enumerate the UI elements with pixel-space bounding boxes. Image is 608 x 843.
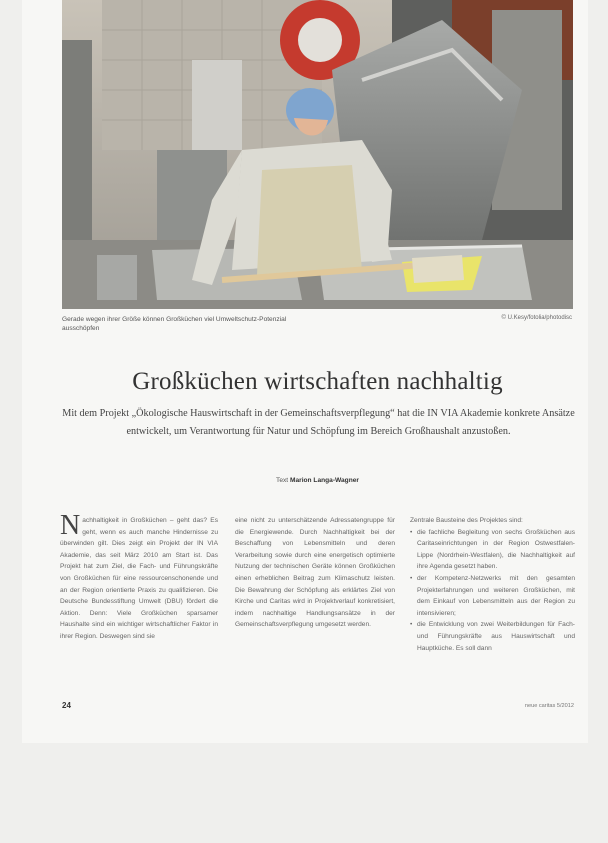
page-number: 24 (62, 701, 71, 710)
body-column-1 (60, 510, 218, 643)
list-intro: Zentrale Bausteine des Projektes sind: (410, 517, 523, 524)
article-title: Großküchen wirtschaften nachhaltig (132, 368, 503, 395)
kitchen-photo (62, 0, 573, 309)
article-lead: Mit dem Projekt „Ökologische Hauswirtschaft in der Gemeinschaftsverpflegung“ hat die IN VIA Akademie konkrete Ansätze entwickelt, um Verantwortung für Natur und Schöpfung im Bereich Großhaushalt anzustoßen. (62, 408, 575, 437)
body-column-2: eine nicht zu unterschätzende Adressatengruppe für die Energiewende. Durch Nachhaltigkeit bei der Beschaffung von Lebensmitteln und deren Verarbeitung sowie durch eine energetisch optimierte Nutzung der technischen Geräte können Großküchen einen erheblichen Beitrag zum Klimaschutz leisten. Die Bewahrung der Schöpfung als erklärtes Ziel von Kirche und Caritas wird in Projektverlauf konkretisiert, indem nachhaltige Handlungsansätze in der Gemeinschaftsverpflegung umgesetzt werden. (235, 517, 395, 629)
kitchen-photo-illustration (62, 0, 573, 309)
list-item: • der Kompetenz-Netzwerks mit den gesamten Projekterfahrungen und weiteren Großküchen, mit dem Einkauf von Lebensmitteln aus der Region zu intensivieren; (410, 573, 575, 619)
drop-cap: N (60, 510, 81, 541)
bullet-list (410, 527, 575, 655)
body-column-1-text: achhaltigkeit in Großküchen – geht das? Es geht, wenn es auch manche Hindernisse zu überwinden gilt. Dies zeigt ein Projekt der IN VIA Akademie, das seit März 2010 am Start ist. Das Projekt hat zum Ziel, die Fach- und Führungskräfte von Großküchen für eine ressourcenschonende und an der Region orientierte Praxis zu qualifizieren. Die Deutsche Bundesstiftung Umwelt (DBU) fördert die Aktion. Denn: Viele Großküchen sparsamer Haushalte sind ein wichtiger wirtschaftlicher Faktor in ihrer Region. Deswegen sind sie (60, 517, 218, 640)
body-column-3 (410, 515, 575, 654)
byline (60, 477, 575, 484)
list-item: • die Entwicklung von zwei Weiterbildungen für Fach- und Führungskräfte aus Hauswirtschaft und Hauptküche. Es soll dann (410, 619, 575, 654)
photo-caption: Gerade wegen ihrer Größe können Großküchen viel Umweltschutz-Potenzial ausschöpfen (62, 316, 287, 332)
journal-name: neue caritas 5/2012 (524, 703, 574, 709)
list-item: • die fachliche Begleitung von sechs Großküchen aus Caritaseinrichtungen in der Region Ostwestfalen-Lippe (Nordrhein-Westfalen), die Nachhaltigkeit auf ihre Agenda gesetzt haben. (410, 527, 575, 573)
byline-author: Marion Langa-Wagner (289, 477, 359, 484)
photo-credit: © U.Kesy/fotolia/photodisc (501, 315, 572, 321)
byline-prefix: Text (276, 477, 289, 484)
